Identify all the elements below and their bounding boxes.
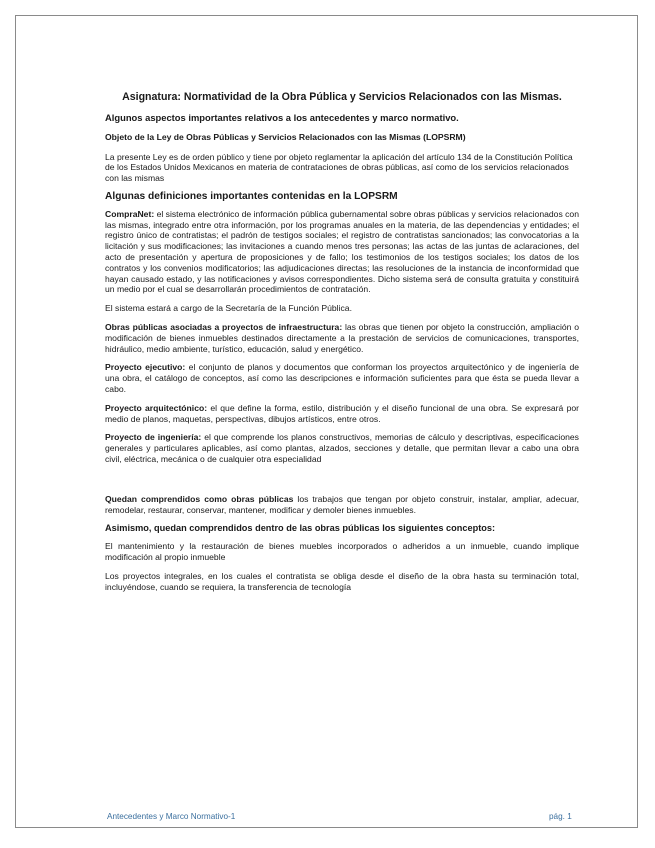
- text-quedan-comprendidos: los trabajos que tengan por objeto construir, instalar, ampliar, adecuar, remodelar, restaurar, conservar, mantener, modificar y demoler bienes inmuebles.: [105, 493, 580, 515]
- footer-page-number: pág. 1: [549, 812, 572, 821]
- paragraph-sistema: El sistema estará a cargo de la Secretaría de la Función Pública.: [105, 303, 352, 314]
- page-content: [105, 91, 579, 600]
- term-proyecto-ingenieria: Proyecto de ingeniería:: [105, 432, 202, 443]
- document-title: Asignatura: Normatividad de la Obra Pública y Servicios Relacionados con las Mismas.: [122, 91, 562, 103]
- heading-asimismo: Asimismo, quedan comprendidos dentro de las obras públicas los siguientes conceptos:: [105, 523, 496, 534]
- term-proyecto-arquitectonico: Proyecto arquitectónico:: [105, 402, 208, 413]
- text-proyecto-arquitectonico: el que define la forma, estilo, distribución y el diseño funcional de una obra. Se expresará por medio de planos, maquetas, perspectivas, dibujos artísticos, entre otros.: [105, 402, 579, 424]
- text-proyecto-ejecutivo: el conjunto de planos y documentos que conforman los proyectos arquitectónico y de ingeniería de una obra, el catálogo de conceptos, así como las descripciones e información suficientes para que ésta se pueda llevar a cabo.: [105, 362, 580, 394]
- footer-section-label: Antecedentes y Marco Normativo-1: [107, 812, 236, 821]
- definition-proyecto-ejecutivo: [105, 362, 579, 394]
- paragraph-law-object: La presente Ley es de orden público y tiene por objeto reglamentar la aplicación del artículo 134 de la Constitución Política de los Estados Unidos Mexicanos en materia de contrataciones de obras públicas, así como de los servicios relacionados con las mismas: [105, 151, 573, 184]
- term-compranet: CompraNet:: [105, 208, 155, 219]
- term-infraestructura: Obras públicas asociadas a proyectos de infraestructura:: [105, 321, 343, 332]
- definition-proyecto-arquitectonico: [105, 403, 579, 425]
- definition-infraestructura: [105, 322, 579, 354]
- paragraph-mantenimiento: El mantenimiento y la restauración de bienes muebles incorporados o adheridos a un inmueble, cuando implique modificación al propio inmueble: [105, 541, 579, 562]
- definition-compranet: [105, 209, 579, 295]
- section-spacer: [105, 473, 579, 494]
- text-compranet: el sistema electrónico de información pública gubernamental sobre obras públicas y servicios relacionados con las mismas, integrado entre otra información, por los programas anuales en la materia, de las dependencias y entidades; el registro único de contratistas; el padrón de testigos sociales; el registro de contratistas sancionados; las convocatorias a la licitación y sus modificaciones; las invitaciones a cuando menos tres personas; las actas de las juntas de aclaraciones, del acto de presentación y apertura de proposiciones y de fallo; los testimonios de los testigos sociales; los datos de los contratos y los convenios modificatorios; las adjudicaciones directas; las resoluciones de la instancia de inconformidad que hayan causado estado, y las notificaciones y avisos correspondientes. Dicho sistema será de consulta gratuita y constituirá un medio por el cual se desarrollarán procedimientos de contratación.: [105, 208, 579, 295]
- text-infraestructura: las obras que tienen por objeto la construcción, ampliación o modificación de bienes inmuebles destinados directamente a la prestación de servicios de comunicaciones, transportes, hidráulico, medio ambiente, turístico, educación, salud y energético.: [105, 321, 579, 354]
- definition-proyecto-ingenieria: [105, 432, 579, 464]
- heading-aspects: Algunos aspectos importantes relativos a los antecedentes y marco normativo.: [105, 112, 459, 123]
- document-page: [15, 15, 638, 828]
- paragraph-proyectos-integrales: Los proyectos integrales, en los cuales el contratista se obliga desde el diseño de la obra hasta su terminación total, incluyéndose, cuando se requiera, la transferencia de tecnología: [105, 570, 579, 592]
- text-proyecto-ingenieria: el que comprende los planos constructivos, memorias de cálculo y descriptivas, especificaciones generales y particulares aplicables, así como plantas, alzados, secciones y detalle, que permitan llevar a cabo una obra civil, eléctrica, mecánica o de cualquier otra especialidad: [105, 432, 579, 464]
- term-proyecto-ejecutivo: Proyecto ejecutivo:: [105, 362, 186, 373]
- heading-law-object: Objeto de la Ley de Obras Públicas y Servicios Relacionados con las Mismas (LOPSRM): [105, 131, 466, 142]
- paragraph-quedan-comprendidos: [105, 494, 579, 516]
- heading-definitions: Algunas definiciones importantes contenidas en la LOPSRM: [105, 190, 398, 202]
- term-quedan-comprendidos: Quedan comprendidos como obras públicas: [105, 493, 294, 504]
